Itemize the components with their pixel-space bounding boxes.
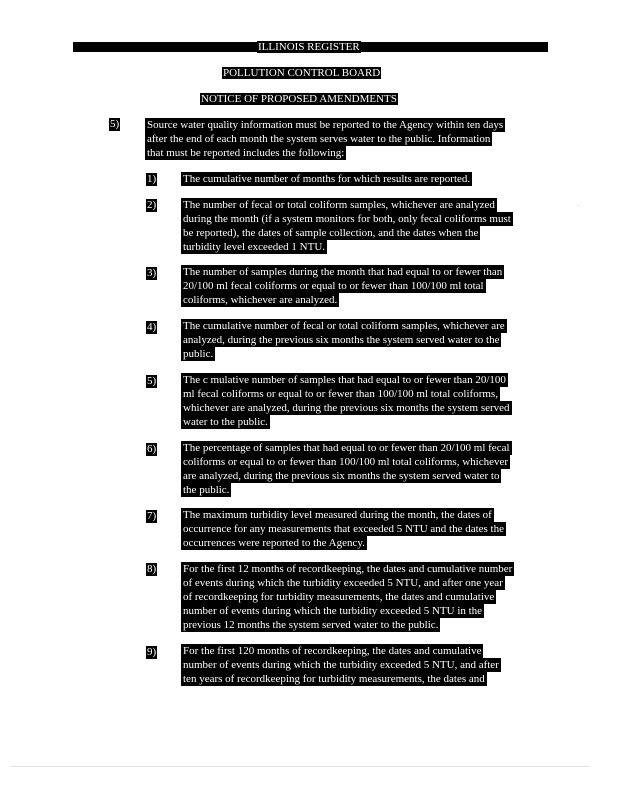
section-line: after the end of each month the system serves water to the public. Information (147, 133, 491, 145)
item-line: The percentage of samples that had equal to or fewer than 20/100 ml fecal (183, 442, 510, 454)
section-line: Source water quality information must be reported to the Agency within ten days (147, 119, 504, 131)
item-line: number of events during which the turbidity exceeded 5 NTU in the (183, 605, 483, 617)
item-line: The cumulative number of fecal or total coliform samples, whichever are (183, 320, 505, 332)
item-line: For the first 120 months of recordkeeping, the dates and cumulative (183, 645, 482, 657)
item-number: 1) (147, 173, 157, 185)
board-title: POLLUTION CONTROL BOARD (223, 67, 381, 79)
item-paragraph (181, 508, 506, 550)
item-line: The number of samples during the month that had equal to or fewer than (183, 266, 503, 278)
item-paragraph (181, 319, 507, 361)
item-line: during the month (if a system monitors for both, only fecal coliforms must (183, 213, 511, 225)
item-line: The maximum turbidity level measured during the month, the dates of (183, 509, 492, 521)
item-line: of recordkeeping for turbidity measurements, the dates and cumulative (183, 591, 495, 603)
item-line: occurrences were reported to the Agency. (183, 537, 365, 549)
item-line: water to the public. (183, 416, 268, 428)
item-line: 20/100 ml fecal coliforms or equal to or fewer than 100/100 ml total (183, 280, 484, 292)
item-paragraph (181, 172, 472, 186)
item-line: The cumulative number of months for which results are reported. (183, 173, 471, 185)
item-line: turbidity level exceeded 1 NTU. (183, 241, 326, 253)
item-number: 7) (147, 510, 157, 522)
item-paragraph (181, 562, 514, 632)
item-line: ml fecal coliforms or equal to or fewer than 100/100 ml total coliforms, (183, 388, 498, 400)
item-line: public. (183, 348, 214, 360)
item-paragraph (181, 441, 512, 497)
item-line: be reported), the dates of sample collection, and the dates when the (183, 227, 479, 239)
section-paragraph (145, 118, 505, 160)
item-number: 8) (147, 563, 157, 575)
notice-title: NOTICE OF PROPOSED AMENDMENTS (201, 93, 397, 105)
item-number: 5) (147, 375, 157, 387)
item-line: previous 12 months the system served water to the public. (183, 619, 439, 631)
scan-speck (578, 205, 580, 206)
item-line: of events during which the turbidity exceeded 5 NTU, and after one year (183, 577, 503, 589)
item-paragraph (181, 644, 501, 686)
item-line: ten years of recordkeeping for turbidity measurements, the dates and (183, 673, 485, 685)
section-line: that must be reported includes the following: (147, 147, 345, 159)
section-number: 5) (110, 118, 120, 130)
item-line: The c mulative number of samples that had equal to or fewer than 20/100 (183, 374, 506, 386)
item-line: occurrence for any measurements that exceeded 5 NTU and the dates the (183, 523, 504, 535)
item-number: 3) (147, 267, 157, 279)
item-number: 6) (147, 443, 157, 455)
item-line: number of events during which the turbidity exceeded 5 NTU, and after (183, 659, 499, 671)
item-line: coliforms or equal to or fewer than 100/100 ml total coliforms, whichever (183, 456, 509, 468)
item-number: 9) (147, 646, 157, 658)
item-line: The number of fecal or total coliform samples, whichever are analyzed (183, 199, 495, 211)
register-title: ILLINOIS REGISTER (258, 41, 360, 53)
item-line: coliforms, whichever are analyzed. (183, 294, 338, 306)
item-line: whichever are analyzed, during the previous six months the system served (183, 402, 510, 414)
scan-line (10, 766, 590, 767)
item-line: are analyzed, during the previous six months the system served water to (183, 470, 500, 482)
item-number: 2) (147, 199, 157, 211)
item-line: For the first 12 months of recordkeeping, the dates and cumulative number (183, 563, 513, 575)
item-line: analyzed, during the previous six months the system served water to the (183, 334, 500, 346)
item-line: the public. (183, 484, 230, 496)
item-number: 4) (147, 321, 157, 333)
item-paragraph (181, 198, 513, 254)
item-paragraph (181, 373, 512, 429)
item-paragraph (181, 265, 504, 307)
